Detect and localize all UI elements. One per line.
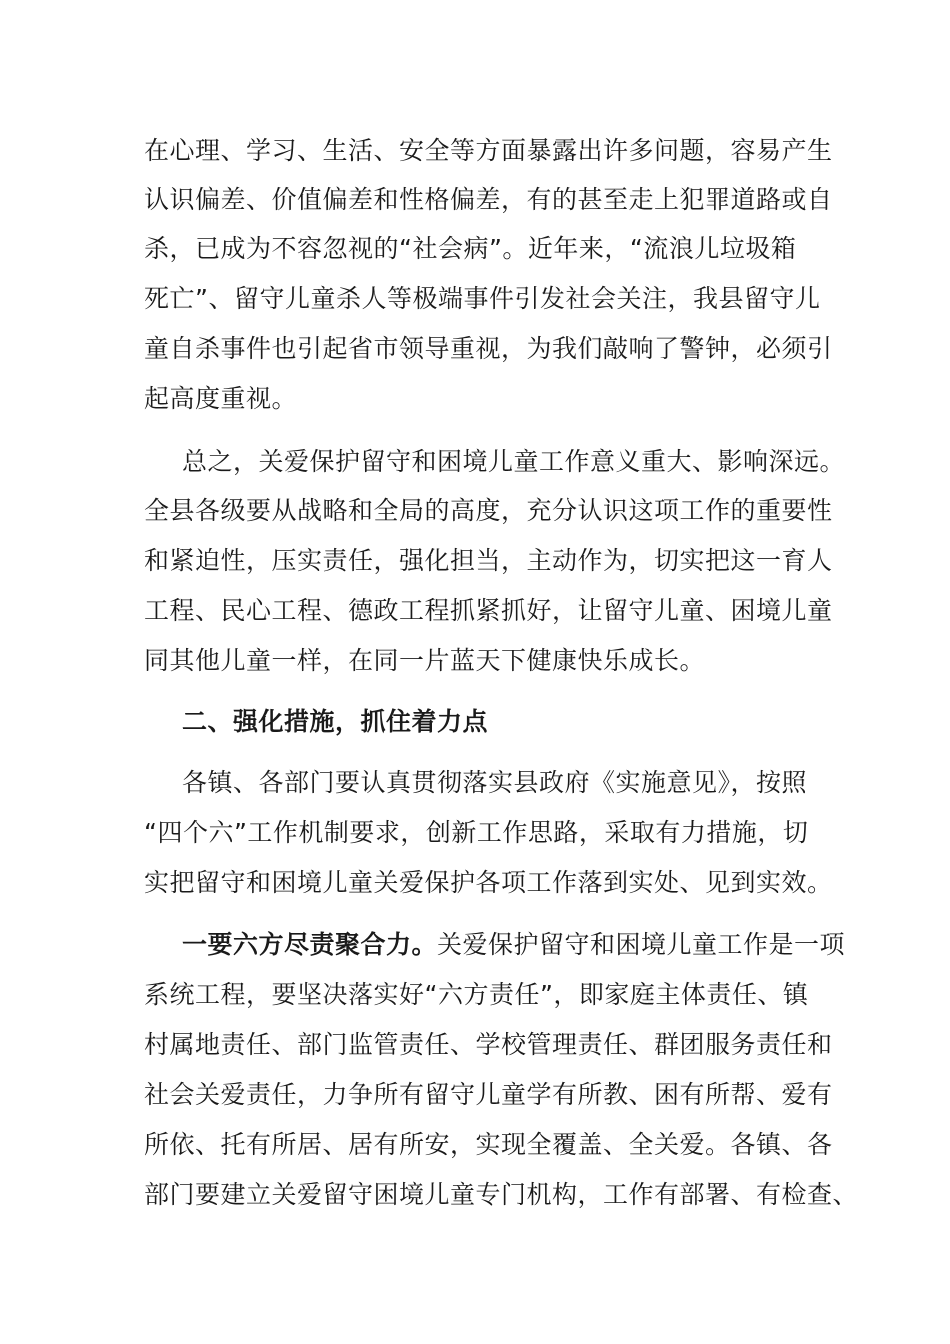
paragraph-line: 总之，关爱保护留守和困境儿童工作意义重大、影响深远。 (182, 447, 846, 476)
paragraph-text: 关爱保护留守和困境儿童工作是一项 (437, 930, 846, 959)
paragraph-line: 杀，已成为不容忽视的“社会病”。近年来，“流浪儿垃圾箱 (144, 234, 797, 263)
paragraph-line: 同其他儿童一样，在同一片蓝天下健康快乐成长。 (144, 646, 706, 675)
paragraph-line: “四个六”工作机制要求，创新工作思路，采取有力措施，切 (144, 818, 809, 847)
paragraph-line: 社会关爱责任，力争所有留守儿童学有所教、困有所帮、爱有 (144, 1080, 833, 1109)
paragraph-line: 起高度重视。 (144, 384, 298, 413)
paragraph-line: 系统工程，要坚决落实好“六方责任”，即家庭主体责任、镇 (144, 980, 809, 1009)
paragraph-line (182, 927, 845, 963)
paragraph-line: 童自杀事件也引起省市领导重视，为我们敲响了警钟，必须引 (144, 334, 833, 363)
paragraph-line: 在心理、学习、生活、安全等方面暴露出许多问题，容易产生 (144, 136, 833, 165)
paragraph-line: 全县各级要从战略和全局的高度，充分认识这项工作的重要性 (144, 496, 833, 525)
paragraph-line: 和紧迫性，压实责任，强化担当，主动作为，切实把这一育人 (144, 546, 833, 575)
lead-emphasis: 一要六方尽责聚合力。 (182, 930, 438, 959)
paragraph-line: 工程、民心工程、德政工程抓紧抓好，让留守儿童、困境儿童 (144, 596, 833, 625)
paragraph-line: 认识偏差、价值偏差和性格偏差，有的甚至走上犯罪道路或自 (144, 185, 833, 214)
paragraph-line: 实把留守和困境儿童关爱保护各项工作落到实处、见到实效。 (144, 868, 833, 897)
paragraph-line: 所依、托有所居、居有所安，实现全覆盖、全关爱。各镇、各 (144, 1130, 833, 1159)
paragraph-line: 部门要建立关爱留守困境儿童专门机构，工作有部署、有检查、 (144, 1180, 859, 1209)
paragraph-line: 各镇、各部门要认真贯彻落实县政府《实施意见》，按照 (182, 768, 808, 797)
paragraph-line: 村属地责任、部门监管责任、学校管理责任、群团服务责任和 (144, 1030, 833, 1059)
section-heading: 二、强化措施，抓住着力点 (182, 707, 489, 736)
paragraph-line: 死亡”、留守儿童杀人等极端事件引发社会关注，我县留守儿 (144, 284, 821, 313)
